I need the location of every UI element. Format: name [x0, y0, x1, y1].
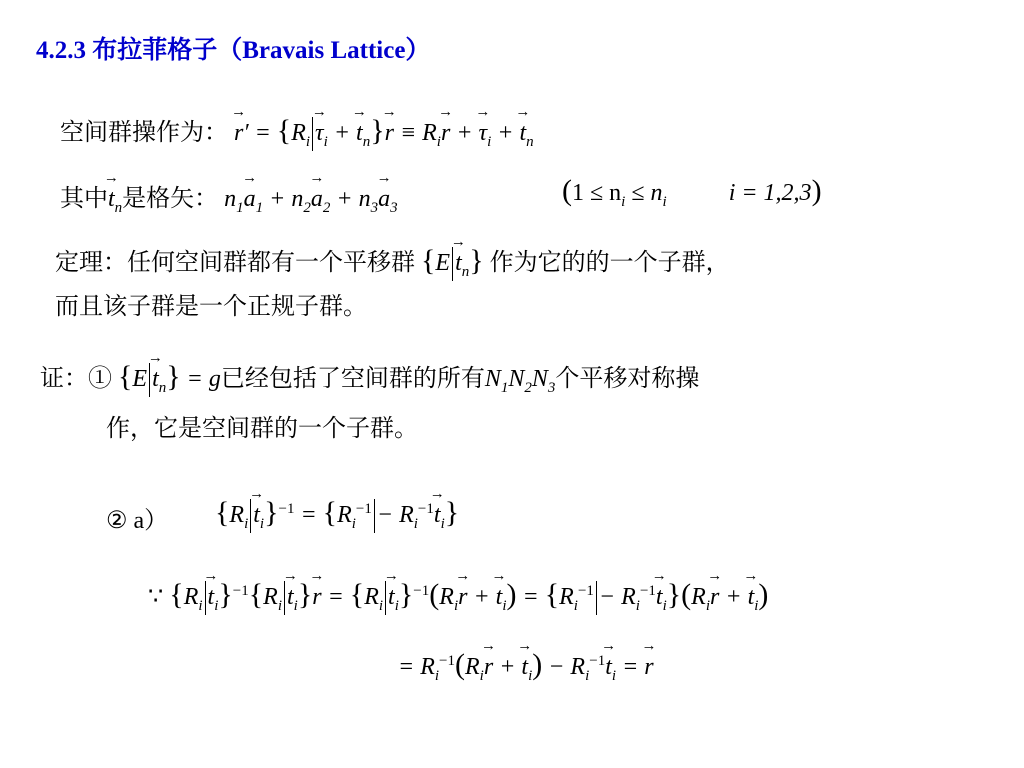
result-formula: = $R_i^{-1}(R_i\to r$ + → $t_i) - R_i^{-1}\to t_i$ = → r	[398, 648, 654, 685]
proof-line-2: 作，它是空间群的一个子群。	[106, 416, 418, 442]
lattice-label-pre: 其中	[60, 186, 108, 212]
lattice-vector-definition: 其中→ $t_n$是格矢： $n_1\to a_1 + n_2\to a_2 + n_3\to a_3$	[60, 178, 398, 217]
index-values: i = 1,2,3	[728, 180, 812, 206]
proof-line-1	[40, 358, 699, 397]
translation-group: $\{E\to t_n\}$	[421, 250, 484, 276]
lattice-label-post: 是格矢：	[122, 186, 219, 212]
range-condition: ($1 \le n_i \le n_i$ i = 1,2,3)	[562, 174, 822, 210]
proof-label: 证：①	[40, 366, 112, 392]
translation-group-eq: $\{E\to t_n\} = g$	[118, 366, 221, 392]
proof1-tail: 个平移对称操	[555, 366, 700, 392]
part-a-label: ② a）	[106, 508, 169, 534]
theorem-post: 作为它的的一个子群，	[489, 250, 730, 276]
theorem-line-1	[55, 242, 730, 281]
because-formula: ∵ $\{R_i\to t_i\}^{-1}\{R_i\to t_i\}\to r = \{R_i\to t_i\}^{-1}(R_i\to r$ + → $t_i) = \{R_i^{-1} - R_i^{-1}\to t_i\}(R_i\to r$ + → $t_i$)	[148, 578, 768, 615]
op-formula: → $r' = \{R_i\to \tau_i$ + → $t_n\}\to r \equiv R_i\to r$ + → $\tau_i$ + → $t_n$	[234, 120, 534, 146]
space-group-operation	[60, 112, 534, 151]
theorem-pre: 定理：任何空间群都有一个平移群	[55, 250, 415, 276]
proof1-post: 已经包括了空间群的所有	[220, 366, 485, 392]
section-title: 4.2.3 布拉菲格子（Bravais Lattice）	[36, 37, 431, 64]
range-text: 1 ≤ n	[572, 180, 622, 206]
n1n2n3: $N_1N_2N_3$	[484, 366, 556, 396]
theorem-line-2: 而且该子群是一个正规子群。	[55, 294, 367, 320]
inverse-formula: $\{R_i\to t_i\}^{-1} = \{R_i^{-1} - R_i^{-1}\to t_i\}$	[215, 496, 459, 533]
lattice-formula: $n_1\to a_1 + n_2\to a_2 + n_3\to a_3$	[224, 186, 397, 212]
op-label: 空间群操作为：	[60, 120, 228, 146]
